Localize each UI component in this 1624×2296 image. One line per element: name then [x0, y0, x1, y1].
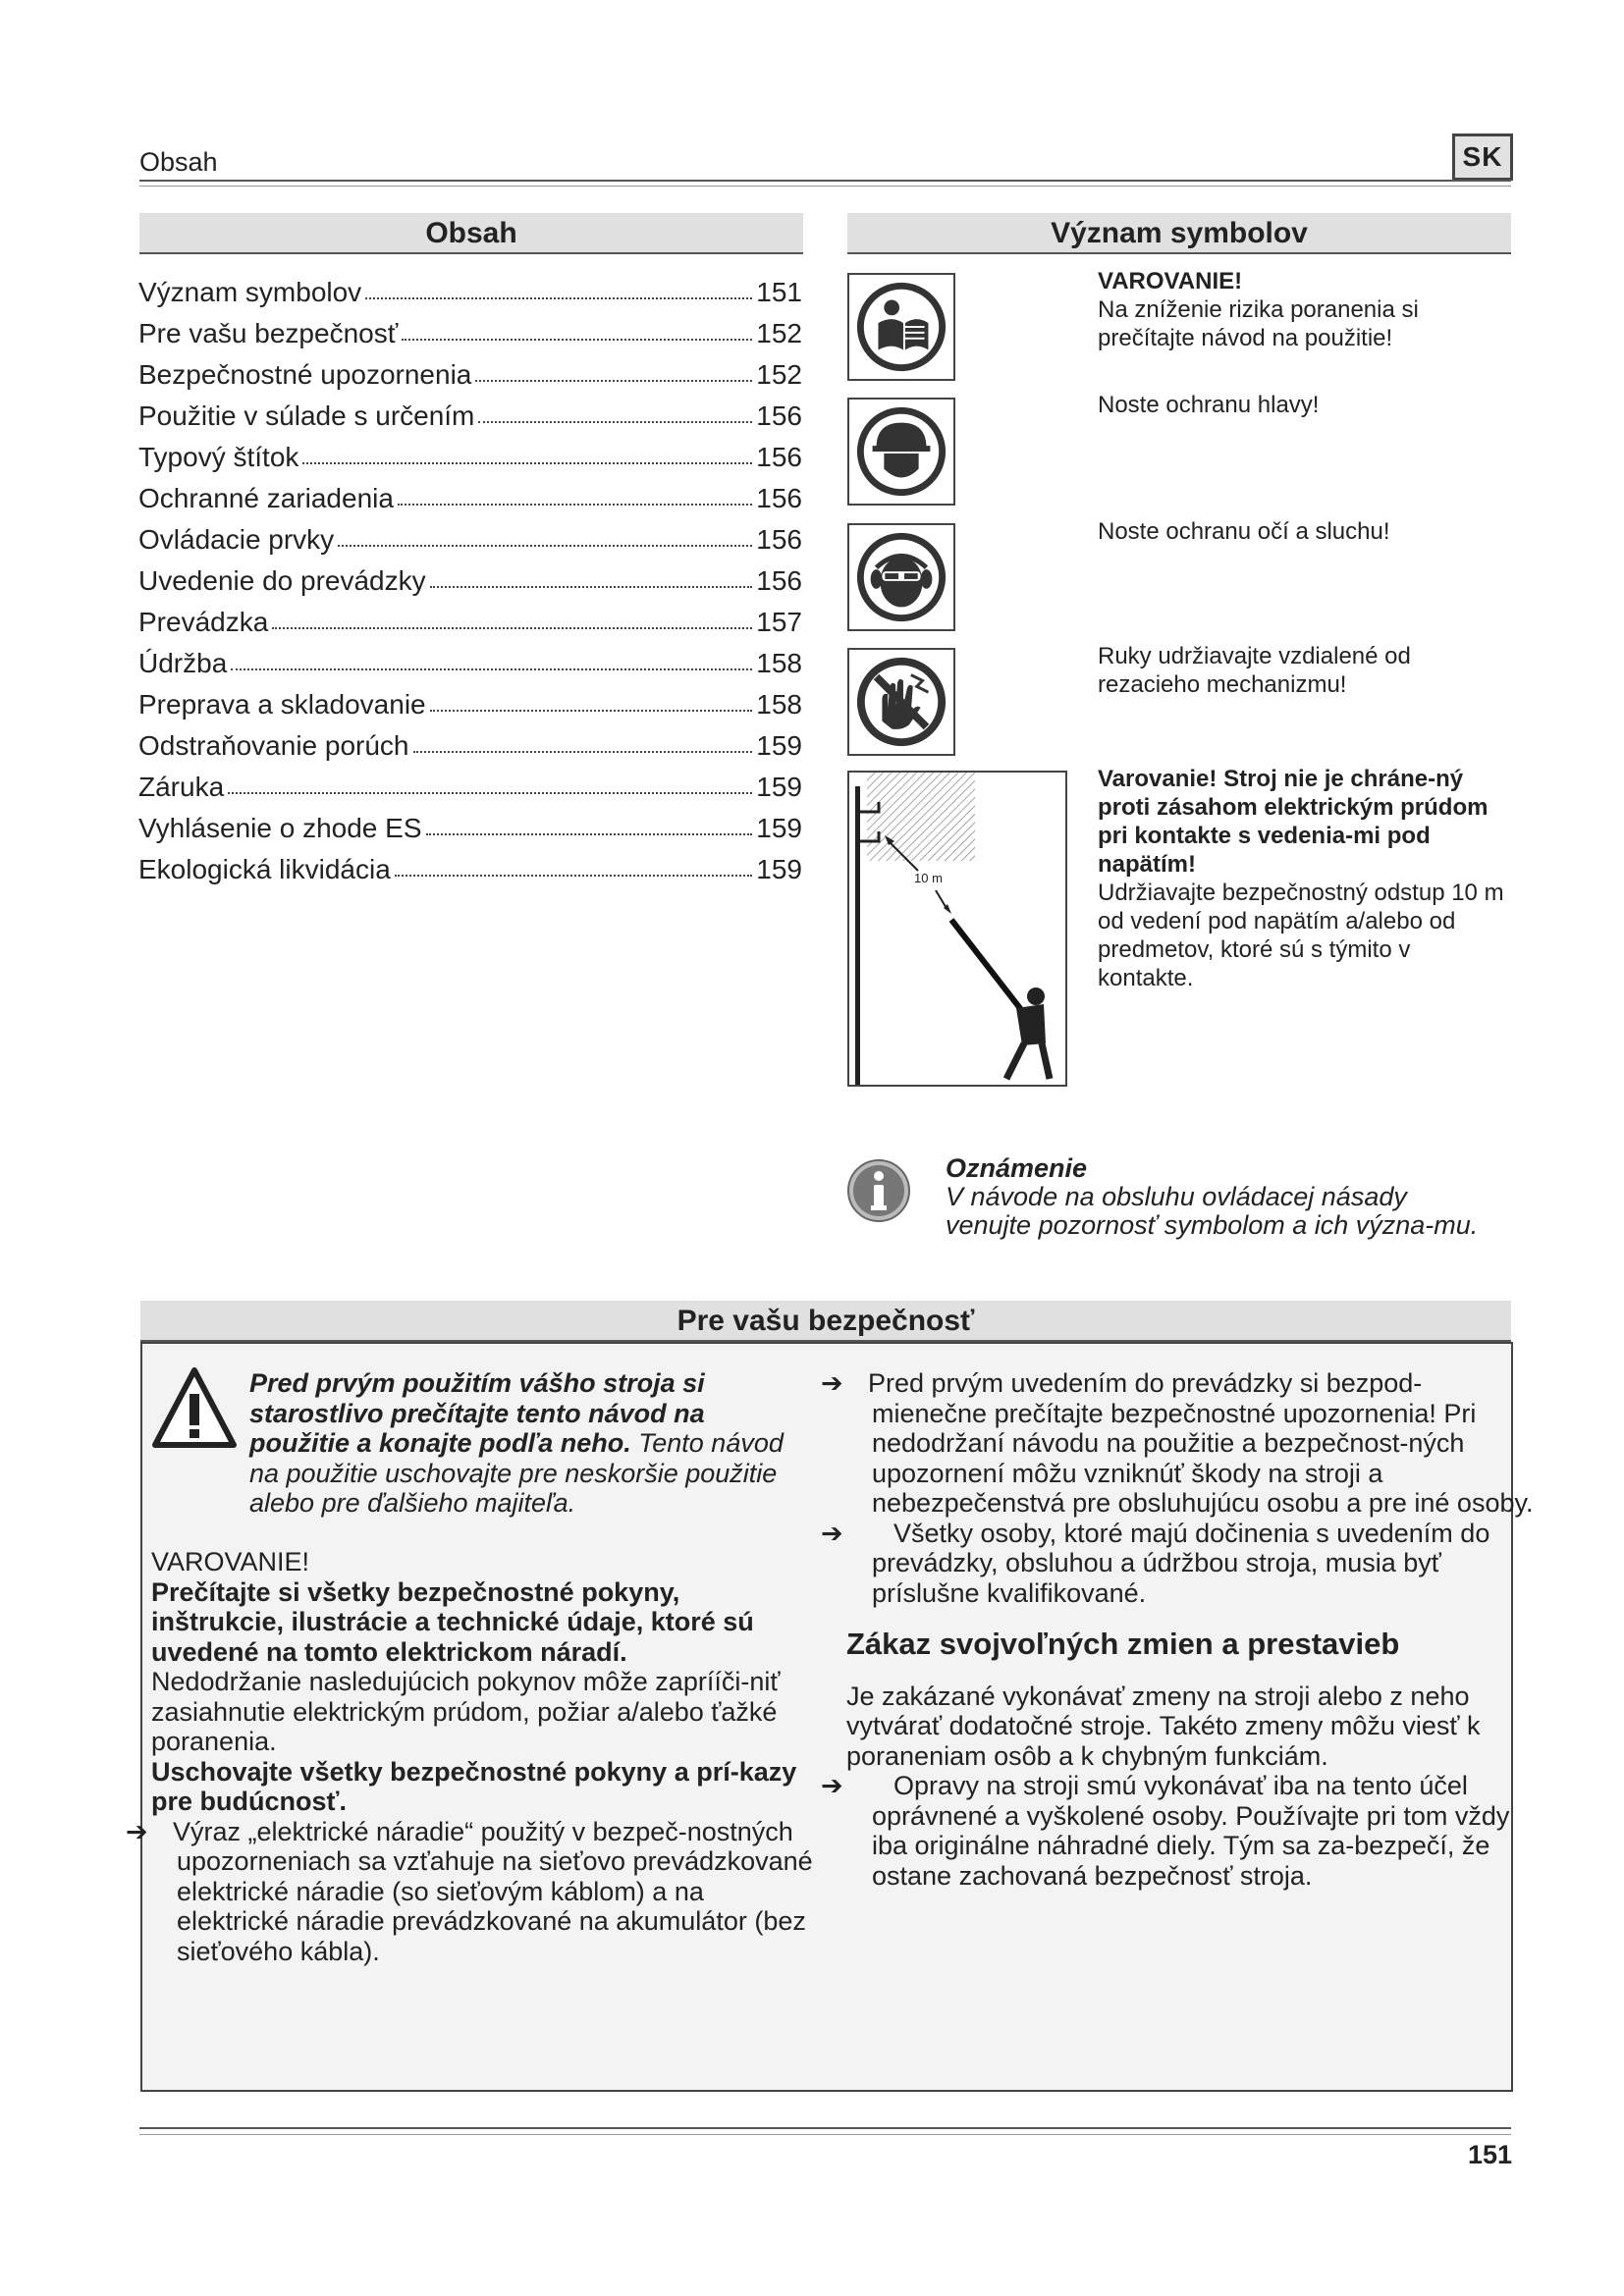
- toc-leader-dots: [413, 751, 753, 753]
- right-column: [821, 1368, 1534, 1891]
- toc-leader-dots: [365, 297, 752, 299]
- safety-heading: Pre vašu bezpečnosť: [140, 1301, 1511, 1342]
- read-instructions-text: Nedodržanie nasledujúcich pokynov môže zaprííči-niť zasiahnutie elektrickým prúdom, požiar a/alebo ťažké poranenia.: [151, 1667, 781, 1756]
- toc-entry[interactable]: [138, 721, 802, 762]
- toc-entry-label: Uvedenie do prevádzky: [138, 565, 426, 596]
- warning-text: Tento návod na použitie uschovajte pre neskoršie použitie alebo pre ďalšieho majiteľa.: [249, 1428, 784, 1518]
- footer-rule: [139, 2127, 1511, 2129]
- toc-entry-label: Ekologická likvidácia: [138, 854, 391, 884]
- symbol-4-description: Ruky udržiavajte vzdialené od rezacieho mechanizmu!: [1098, 643, 1411, 698]
- keep-hands-away-icon: [847, 648, 955, 756]
- footer-rule-thin: [139, 2134, 1511, 2135]
- symbols-heading: Význam symbolov: [847, 213, 1511, 254]
- table-of-contents: [138, 267, 802, 885]
- arrow-icon: ➔: [821, 1518, 843, 1548]
- modifications-text: Je zakázané vykonávať zmeny na stroji alebo z neho vytvárať dodatočné stroje. Takéto zmeny môžu viesť k poraneniam osôb a k chybným funkciám.: [846, 1681, 1481, 1771]
- header-rule: [139, 180, 1511, 182]
- toc-entry-label: Význam symbolov: [138, 277, 362, 307]
- toc-entry[interactable]: [138, 844, 802, 885]
- toc-entry-label: Pre vašu bezpečnosť: [138, 318, 399, 348]
- toc-entry[interactable]: [138, 473, 802, 514]
- header-rule-thin: [139, 186, 1511, 187]
- toc-entry-page: 159: [756, 813, 802, 843]
- toc-entry-label: Vyhlásenie o zhode ES: [138, 813, 422, 843]
- toc-entry[interactable]: [138, 803, 802, 844]
- toc-leader-dots: [398, 504, 752, 506]
- info-icon: [846, 1158, 911, 1223]
- toc-entry-label: Preprava a skladovanie: [138, 689, 426, 720]
- toc-entry[interactable]: [138, 679, 802, 721]
- toc-entry-page: 156: [756, 442, 802, 472]
- toc-entry-page: 159: [756, 772, 802, 802]
- page-number: 151: [1467, 2140, 1512, 2169]
- toc-leader-dots: [430, 586, 753, 588]
- toc-entry-page: 157: [756, 607, 802, 637]
- warning-block: [249, 1368, 809, 1519]
- toc-leader-dots: [478, 421, 752, 423]
- toc-entry[interactable]: [138, 597, 802, 638]
- toc-entry-page: 158: [756, 648, 802, 678]
- left-column: [126, 1547, 819, 1966]
- toc-entry[interactable]: [138, 391, 802, 432]
- notice-title: Oznámenie: [946, 1153, 1088, 1183]
- toc-entry-label: Použitie v súlade s určením: [138, 400, 475, 431]
- toc-leader-dots: [272, 627, 752, 629]
- toc-entry-page: 159: [756, 854, 802, 884]
- read-instructions-bold: Prečítajte si všetky bezpečnostné pokyny, inštrukcie, ilustrácie a technické údaje, ktoré sú uvedené na tomto elektrickom náradí.: [151, 1576, 754, 1667]
- warning-triangle-icon: [151, 1366, 238, 1451]
- power-tool-definition: ➔ Výraz „elektrické náradie“ použitý v bezpeč-nostných upozorneniach sa vzťahuje na sieťovo prevádzkované elektrické náradie (so sieťovým káblom) a na elektrické náradie prevádzkované na akumulátor (bez sieťového kábla).: [126, 1816, 813, 1966]
- toc-entry-page: 156: [756, 400, 802, 431]
- toc-entry-page: 151: [756, 277, 802, 307]
- toc-entry[interactable]: [138, 638, 802, 679]
- eye-ear-protection-icon: [847, 523, 955, 631]
- toc-leader-dots: [426, 833, 753, 835]
- warning-bold: Pred prvým použitím vášho stroja si starostlivo prečítajte tento návod na použitie a konajte podľa neho.: [249, 1368, 705, 1458]
- modifications-heading: Zákaz svojvoľných zmien a prestavieb: [846, 1627, 1400, 1661]
- toc-entry[interactable]: [138, 556, 802, 597]
- running-header-title: Obsah: [139, 147, 218, 177]
- toc-entry[interactable]: [138, 432, 802, 473]
- toc-entry-page: 159: [756, 730, 802, 761]
- toc-entry-page: 156: [756, 483, 802, 513]
- toc-entry-label: Záruka: [138, 772, 225, 802]
- symbol-1-text: [1098, 267, 1510, 352]
- toc-entry-label: Odstraňovanie porúch: [138, 730, 409, 761]
- symbol-5-description: Udržiavajte bezpečnostný odstup 10 m od vedení pod napätím a/alebo od predmetov, ktoré sú s týmito v kontakte.: [1098, 880, 1504, 991]
- symbol-5-warning: Varovanie! Stroj nie je chráne-ný proti zásahom elektrickým prúdom pri kontakte s vedenia-mi pod napätím!: [1098, 766, 1489, 878]
- toc-entry-page: 156: [756, 524, 802, 555]
- toc-entry-label: Údržba: [138, 648, 228, 678]
- language-badge: SK: [1452, 133, 1513, 181]
- toc-leader-dots: [402, 339, 752, 341]
- toc-leader-dots: [475, 380, 752, 382]
- distance-label: 10 m: [914, 871, 943, 885]
- first-use-bullet: ➔ Pred prvým uvedením do prevádzky si bezpod-mienečne prečítajte bezpečnostné upozornenia! Pri nedodržaní návodu na použitie a bezpečnost-ných upozornení môžu vzniknúť škody na stroji a nebezpečenstvá pre obsluhujúcu osobu a pre iné osoby.: [821, 1368, 1534, 1518]
- toc-entry[interactable]: [138, 308, 802, 349]
- power-line-distance-illustration: [847, 771, 1067, 1087]
- notice-block: [946, 1154, 1495, 1240]
- toc-entry-label: Ochranné zariadenia: [138, 483, 394, 513]
- toc-entry[interactable]: [138, 267, 802, 308]
- toc-entry-page: 152: [756, 359, 802, 390]
- read-manual-icon: [847, 273, 955, 381]
- toc-entry[interactable]: [138, 349, 802, 391]
- toc-heading: Obsah: [139, 213, 803, 254]
- symbol-3-description: Noste ochranu očí a sluchu!: [1098, 518, 1390, 545]
- symbol-1-title: VAROVANIE!: [1098, 268, 1243, 294]
- toc-leader-dots: [231, 668, 752, 670]
- arrow-icon: ➔: [821, 1368, 843, 1398]
- toc-leader-dots: [338, 545, 752, 547]
- toc-entry[interactable]: [138, 514, 802, 556]
- toc-entry-page: 152: [756, 318, 802, 348]
- toc-entry-label: Typový štítok: [138, 442, 299, 472]
- arrow-icon: ➔: [821, 1771, 843, 1800]
- toc-leader-dots: [228, 792, 752, 794]
- toc-entry-label: Bezpečnostné upozornenia: [138, 359, 472, 390]
- head-protection-icon: [847, 398, 955, 506]
- toc-leader-dots: [302, 462, 752, 464]
- repairs-bullet: ➔ Opravy na stroji smú vykonávať iba na tento účel oprávnené a vyškolené osoby. Používajte pri tom vždy iba originálne náhradné diely. Tým sa za-bezpečí, že ostane zachovaná bezpečnosť stroja.: [821, 1771, 1510, 1891]
- toc-entry-label: Ovládacie prvky: [138, 524, 335, 555]
- toc-entry[interactable]: [138, 762, 802, 803]
- varovanie-label: VAROVANIE!: [151, 1547, 310, 1576]
- symbol-1-description: Na zníženie rizika poranenia si prečítajte návod na použitie!: [1098, 296, 1419, 351]
- keep-instructions-bold: Uschovajte všetky bezpečnostné pokyny a prí-kazy pre budúcnosť.: [151, 1756, 797, 1816]
- toc-entry-page: 156: [756, 565, 802, 596]
- toc-entry-label: Prevádzka: [138, 607, 269, 637]
- symbol-5-text: [1098, 765, 1510, 992]
- symbol-2-description: Noste ochranu hlavy!: [1098, 392, 1320, 418]
- notice-text: V návode na obsluhu ovládacej násady venujte pozornosť symbolom a ich význa-mu.: [946, 1182, 1479, 1240]
- toc-leader-dots: [430, 710, 753, 712]
- qualified-persons-bullet: ➔ Všetky osoby, ktoré majú dočinenia s uvedením do prevádzky, obsluhou a údržbou stroja, musia byť príslušne kvalifikované.: [821, 1518, 1490, 1608]
- toc-leader-dots: [395, 875, 752, 877]
- arrow-icon: ➔: [126, 1816, 148, 1846]
- toc-entry-page: 158: [756, 689, 802, 720]
